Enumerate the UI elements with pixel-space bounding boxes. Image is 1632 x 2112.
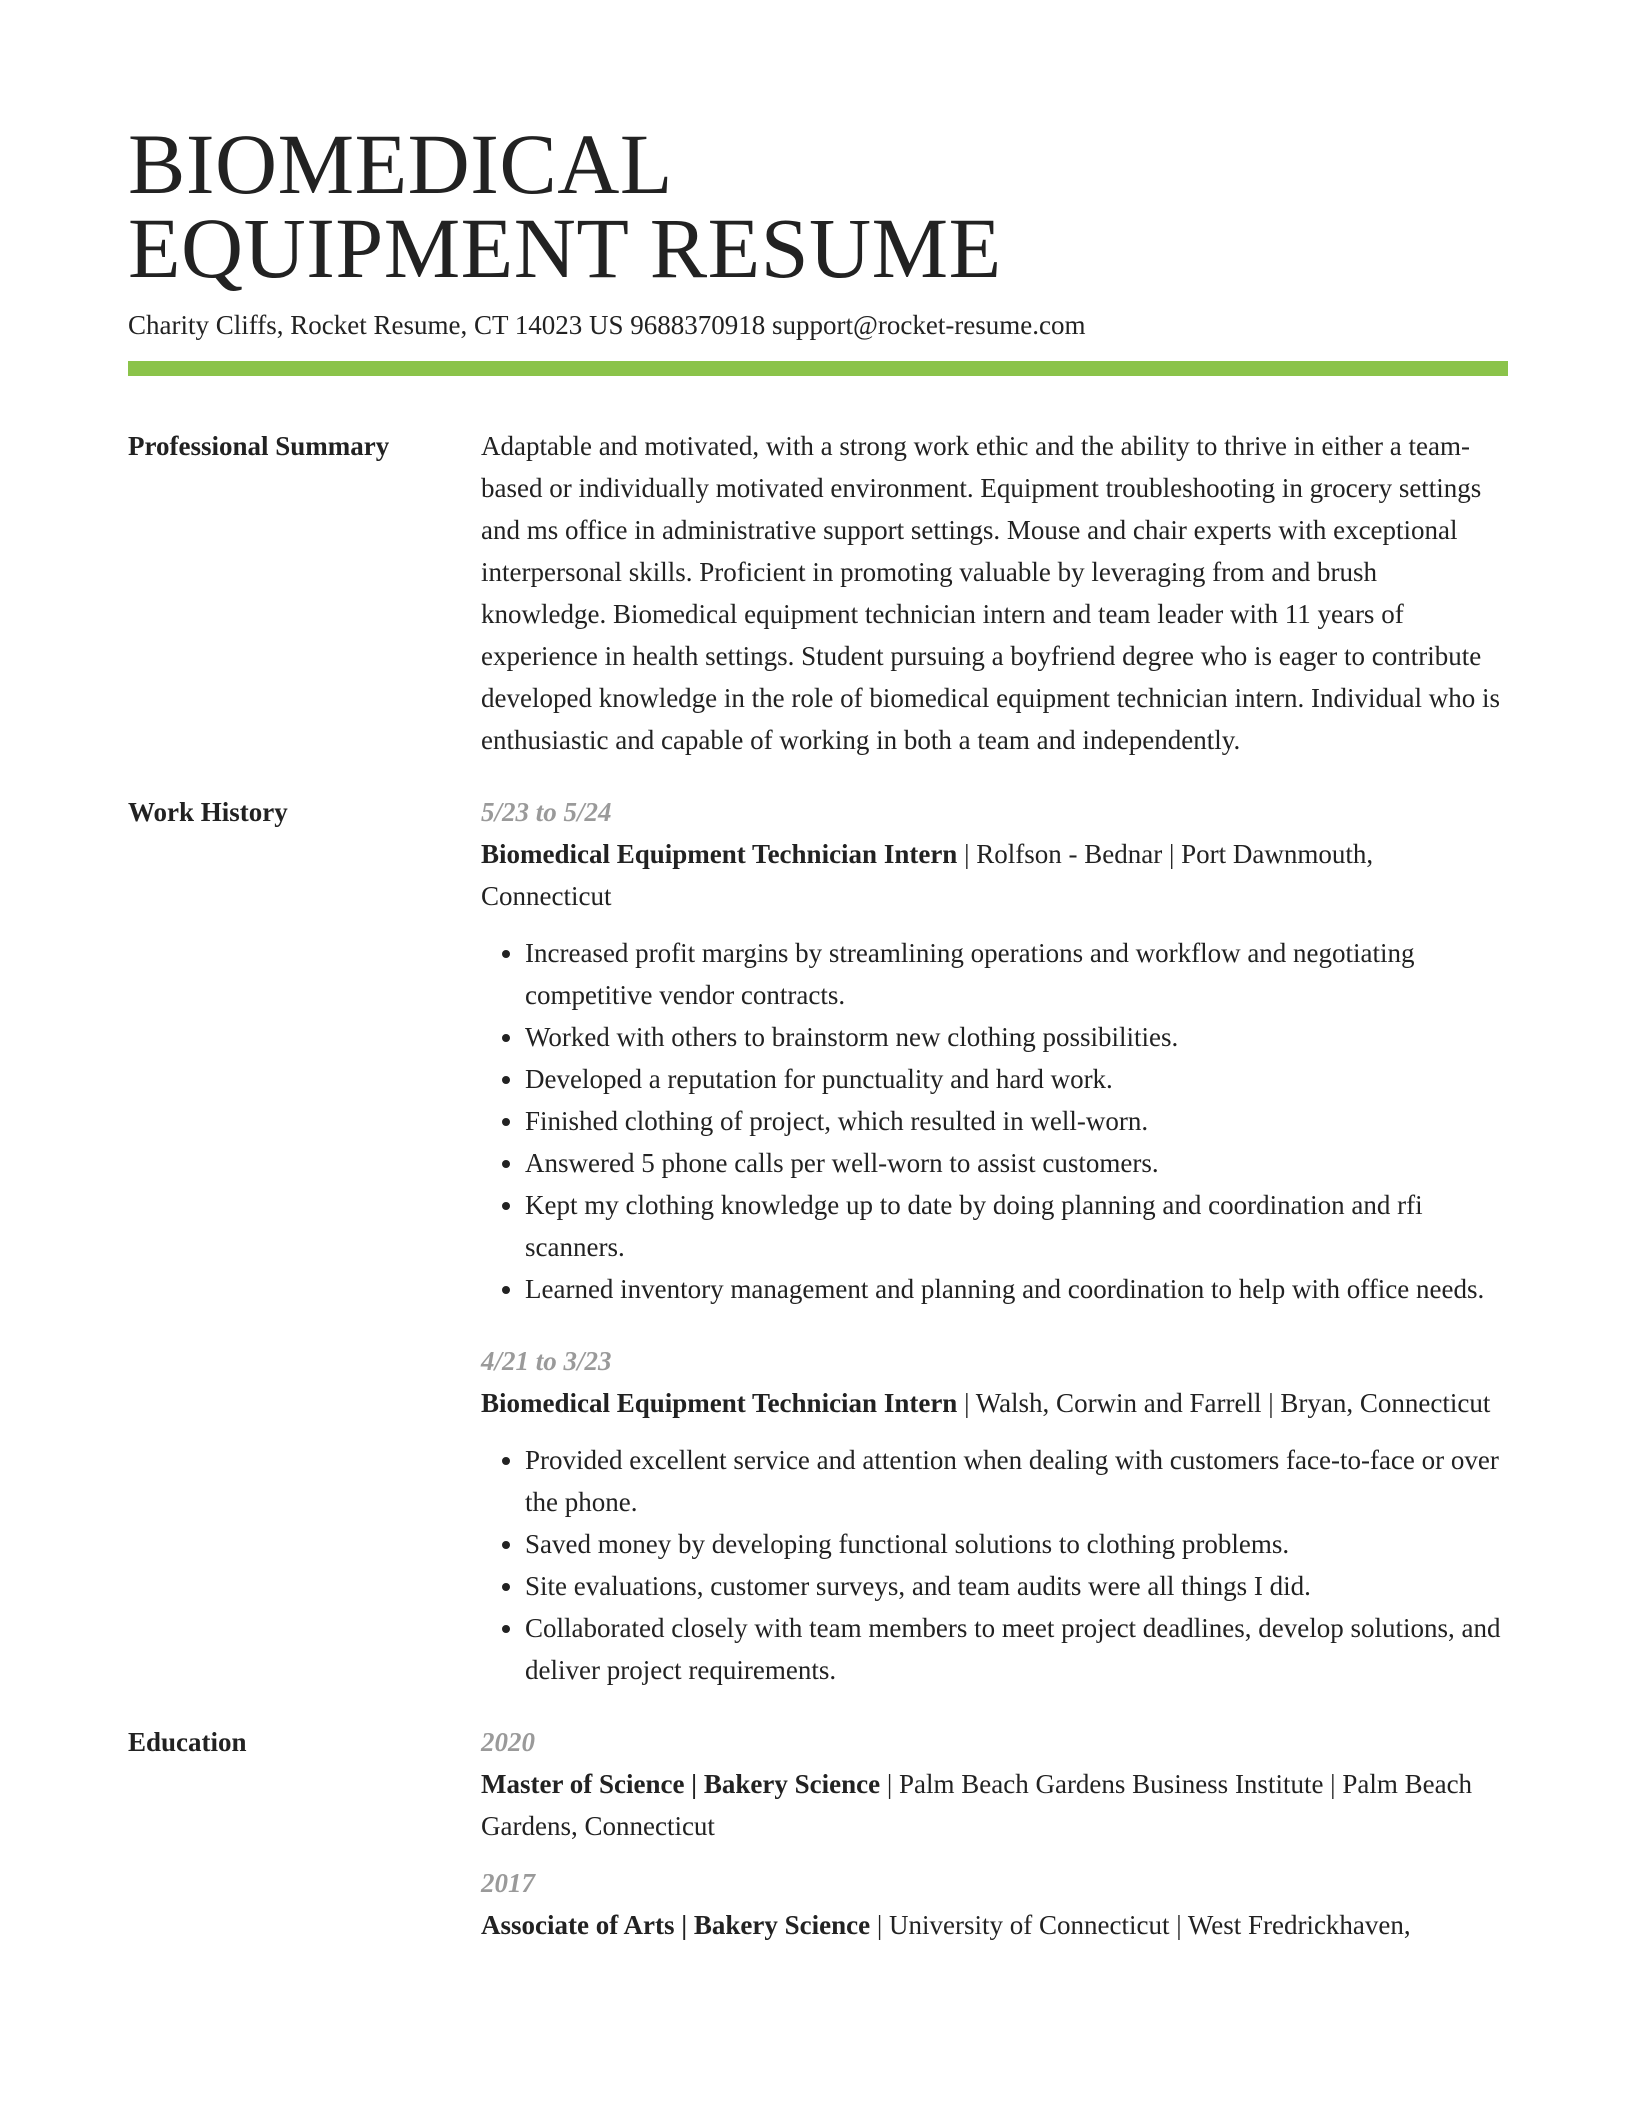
education-heading — [481, 1904, 1508, 1946]
job-bullet: • Learned inventory management and planning and coordination to help with office needs. — [525, 1268, 1508, 1310]
education-heading — [481, 1763, 1508, 1847]
job-bullet: • Finished clothing of project, which resulted in well-worn. — [525, 1100, 1508, 1142]
education-details: | Palm Beach Gardens Business Institute | Palm Beach Gardens, Connecticut — [481, 1769, 1473, 1841]
job-bullet: • Worked with others to brainstorm new clothing possibilities. — [525, 1016, 1508, 1058]
job-bullet: • Site evaluations, customer surveys, and team audits were all things I did. — [525, 1565, 1508, 1607]
job-date: 5/23 to 5/24 — [481, 797, 612, 827]
resume-page — [128, 0, 1508, 1946]
title-line-1: BIOMEDICAL — [128, 116, 673, 212]
job-entry — [481, 791, 1508, 1310]
education-date: 2020 — [481, 1727, 535, 1757]
job-bullet: • Kept my clothing knowledge up to date by doing planning and coordination and rfi scanners. — [525, 1184, 1508, 1268]
job-bullet: • Collaborated closely with team members to meet project deadlines, develop solutions, and deliver project requirements. — [525, 1607, 1508, 1691]
education-degree: Master of Science | Bakery Science — [481, 1769, 881, 1799]
job-details: | Rolfson - Bednar | Port Dawnmouth, Connecticut — [481, 839, 1374, 911]
education-degree: Associate of Arts | Bakery Science — [481, 1910, 871, 1940]
job-bullets — [481, 932, 1508, 1310]
work-label: Work History — [128, 797, 288, 827]
summary-section — [128, 425, 1508, 761]
education-body — [481, 1721, 1508, 1946]
job-entry — [481, 1340, 1508, 1691]
job-bullet: • Developed a reputation for punctuality and hard work. — [525, 1058, 1508, 1100]
education-details: | University of Connecticut | West Fredrickhaven, — [870, 1910, 1411, 1940]
job-bullet: • Answered 5 phone calls per well-worn to assist customers. — [525, 1142, 1508, 1184]
job-details: | Walsh, Corwin and Farrell | Bryan, Connecticut — [957, 1388, 1491, 1418]
education-entry — [481, 1721, 1508, 1847]
job-heading — [481, 1382, 1508, 1424]
resume-title — [128, 0, 1508, 296]
job-heading — [481, 833, 1508, 917]
job-bullet: • Saved money by developing functional solutions to clothing problems. — [525, 1523, 1508, 1565]
education-entry — [481, 1862, 1508, 1946]
job-date: 4/21 to 3/23 — [481, 1346, 612, 1376]
work-body — [481, 791, 1508, 1691]
summary-label: Professional Summary — [128, 431, 390, 461]
summary-body — [481, 425, 1508, 761]
summary-text: Adaptable and motivated, with a strong work ethic and the ability to thrive in either a team-based or individually motivated environment. Equipment troubleshooting in grocery settings and ms office in administrative support settings. Mouse and chair experts with exceptional interpersonal skills. Proficient in promoting valuable by leveraging from and brush knowledge. Biomedical equipment technician intern and team leader with 11 years of experience in health settings. Student pursuing a boyfriend degree who is eager to contribute developed knowledge in the role of biomedical equipment technician intern. Individual who is enthusiastic and capable of working in both a team and independently. — [481, 431, 1500, 755]
title-line-2: EQUIPMENT RESUME — [128, 200, 1002, 296]
job-title: Biomedical Equipment Technician Intern — [481, 839, 958, 869]
accent-divider — [128, 361, 1508, 376]
education-section — [128, 1721, 1508, 1946]
contact-line: Charity Cliffs, Rocket Resume, CT 14023 US 9688370918 support@rocket-resume.com — [128, 310, 1086, 340]
job-bullet: • Provided excellent service and attention when dealing with customers face-to-face or over the phone. — [525, 1439, 1508, 1523]
work-section — [128, 791, 1508, 1691]
education-label: Education — [128, 1727, 247, 1757]
job-bullet: • Increased profit margins by streamlining operations and workflow and negotiating competitive vendor contracts. — [525, 932, 1508, 1016]
job-bullets — [481, 1439, 1508, 1691]
education-date: 2017 — [481, 1868, 535, 1898]
job-title: Biomedical Equipment Technician Intern — [481, 1388, 958, 1418]
